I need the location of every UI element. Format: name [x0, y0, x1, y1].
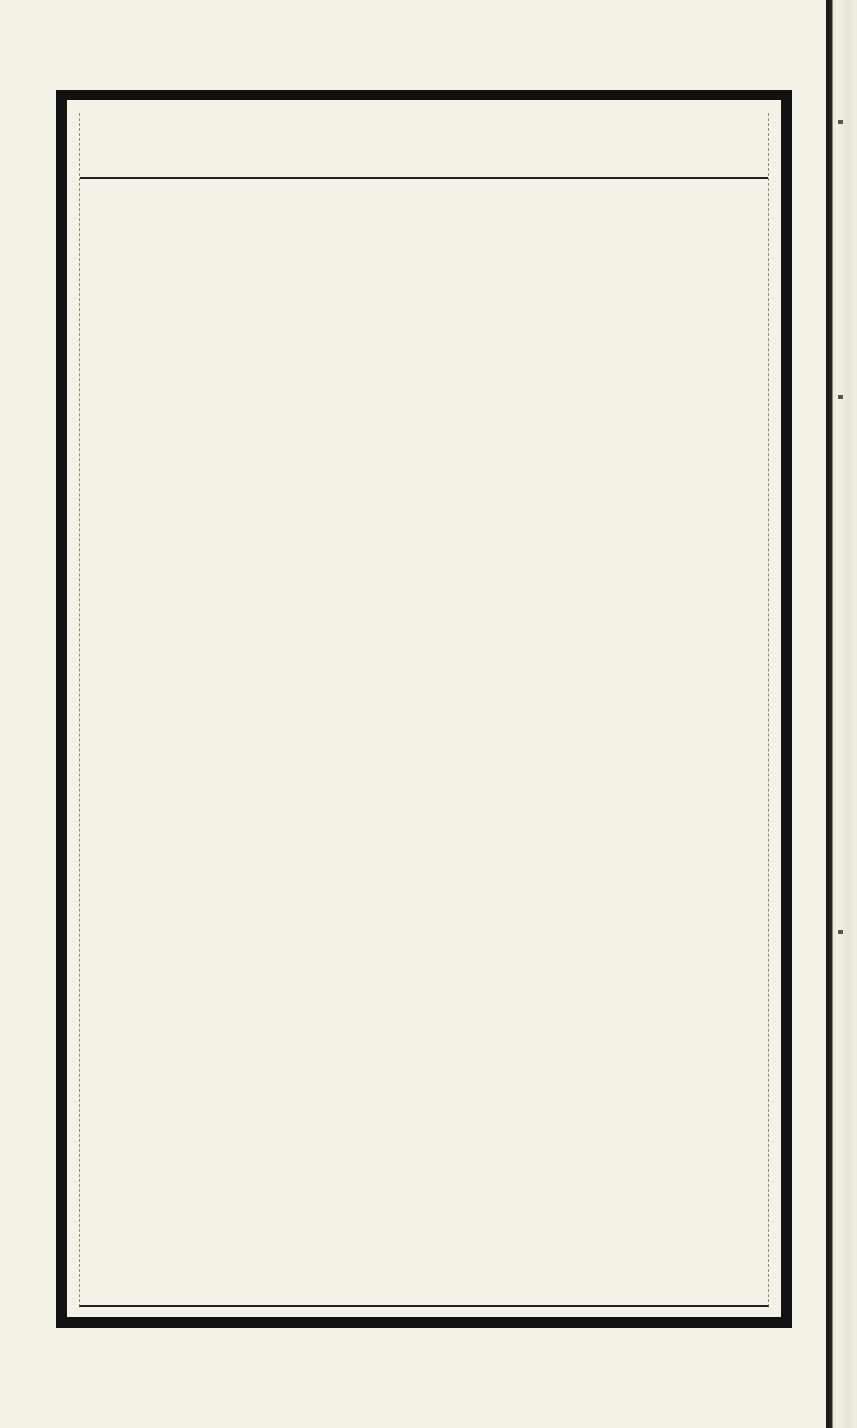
heading-rule: [80, 177, 768, 179]
table-inner-frame: [79, 113, 769, 1307]
edge-mark: [838, 930, 843, 934]
table-frame: [56, 90, 792, 1328]
adjacent-page-edge: [826, 0, 857, 1428]
edge-mark: [838, 395, 843, 399]
edge-mark: [838, 120, 843, 124]
